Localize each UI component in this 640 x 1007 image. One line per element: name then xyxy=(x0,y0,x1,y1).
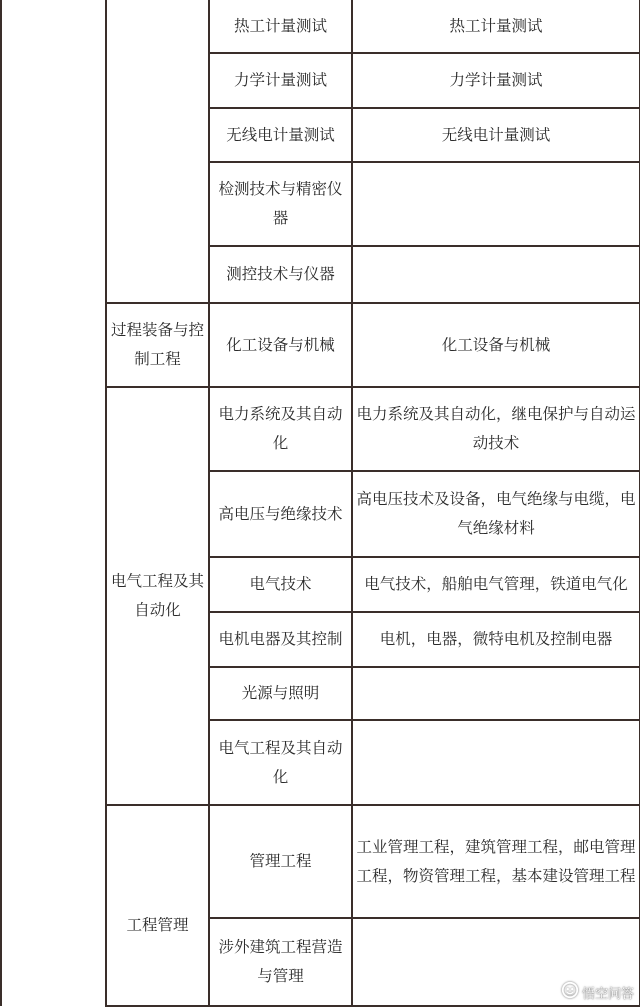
mapped-major-cell: 热工计量测试 xyxy=(352,0,640,53)
mapped-major-cell: 工业管理工程，建筑管理工程，邮电管理工程，物资管理工程，基本建设管理工程 xyxy=(352,805,640,918)
major-cell: 电气技术 xyxy=(209,557,352,612)
table-row xyxy=(106,303,640,387)
mapped-major-cell: 高电压技术及设备，电气绝缘与电缆，电气绝缘材料 xyxy=(352,471,640,557)
major-cell: 化工设备与机械 xyxy=(209,303,352,387)
major-cell: 电气工程及其自动化 xyxy=(209,720,352,805)
table-row xyxy=(106,387,640,471)
major-cell: 检测技术与精密仪器 xyxy=(209,162,352,246)
mapped-major-cell: 力学计量测试 xyxy=(352,53,640,108)
major-cell: 光源与照明 xyxy=(209,667,352,720)
outer-left-border xyxy=(0,0,2,1006)
major-cell: 力学计量测试 xyxy=(209,53,352,108)
table-row xyxy=(106,805,640,918)
major-cell: 电力系统及其自动化 xyxy=(209,387,352,471)
mapped-major-cell xyxy=(352,720,640,805)
table-row xyxy=(106,0,640,53)
watermark-text: 悟空问答 xyxy=(581,986,634,1002)
category-cell xyxy=(106,0,209,303)
mapped-major-cell xyxy=(352,162,640,246)
mapped-major-cell: 化工设备与机械 xyxy=(352,303,640,387)
major-cell: 热工计量测试 xyxy=(209,0,352,53)
mapped-major-cell: 电气技术，船舶电气管理，铁道电气化 xyxy=(352,557,640,612)
major-cell: 高电压与绝缘技术 xyxy=(209,471,352,557)
major-cell: 涉外建筑工程营造与管理 xyxy=(209,918,352,1006)
mapped-major-cell xyxy=(352,667,640,720)
mapped-major-cell xyxy=(352,246,640,303)
category-cell: 工程管理 xyxy=(106,805,209,1006)
major-cell: 无线电计量测试 xyxy=(209,108,352,162)
major-table xyxy=(105,0,640,1007)
mapped-major-cell: 无线电计量测试 xyxy=(352,108,640,162)
watermark xyxy=(561,981,634,1003)
category-cell: 过程装备与控制工程 xyxy=(106,303,209,387)
major-cell: 管理工程 xyxy=(209,805,352,918)
mapped-major-cell: 电力系统及其自动化，继电保护与自动运动技术 xyxy=(352,387,640,471)
mapped-major-cell: 电机，电器，微特电机及控制电器 xyxy=(352,612,640,667)
major-cell: 电机电器及其控制 xyxy=(209,612,352,667)
wukong-logo-icon xyxy=(561,981,579,1003)
major-cell: 测控技术与仪器 xyxy=(209,246,352,303)
category-cell: 电气工程及其自动化 xyxy=(106,387,209,805)
